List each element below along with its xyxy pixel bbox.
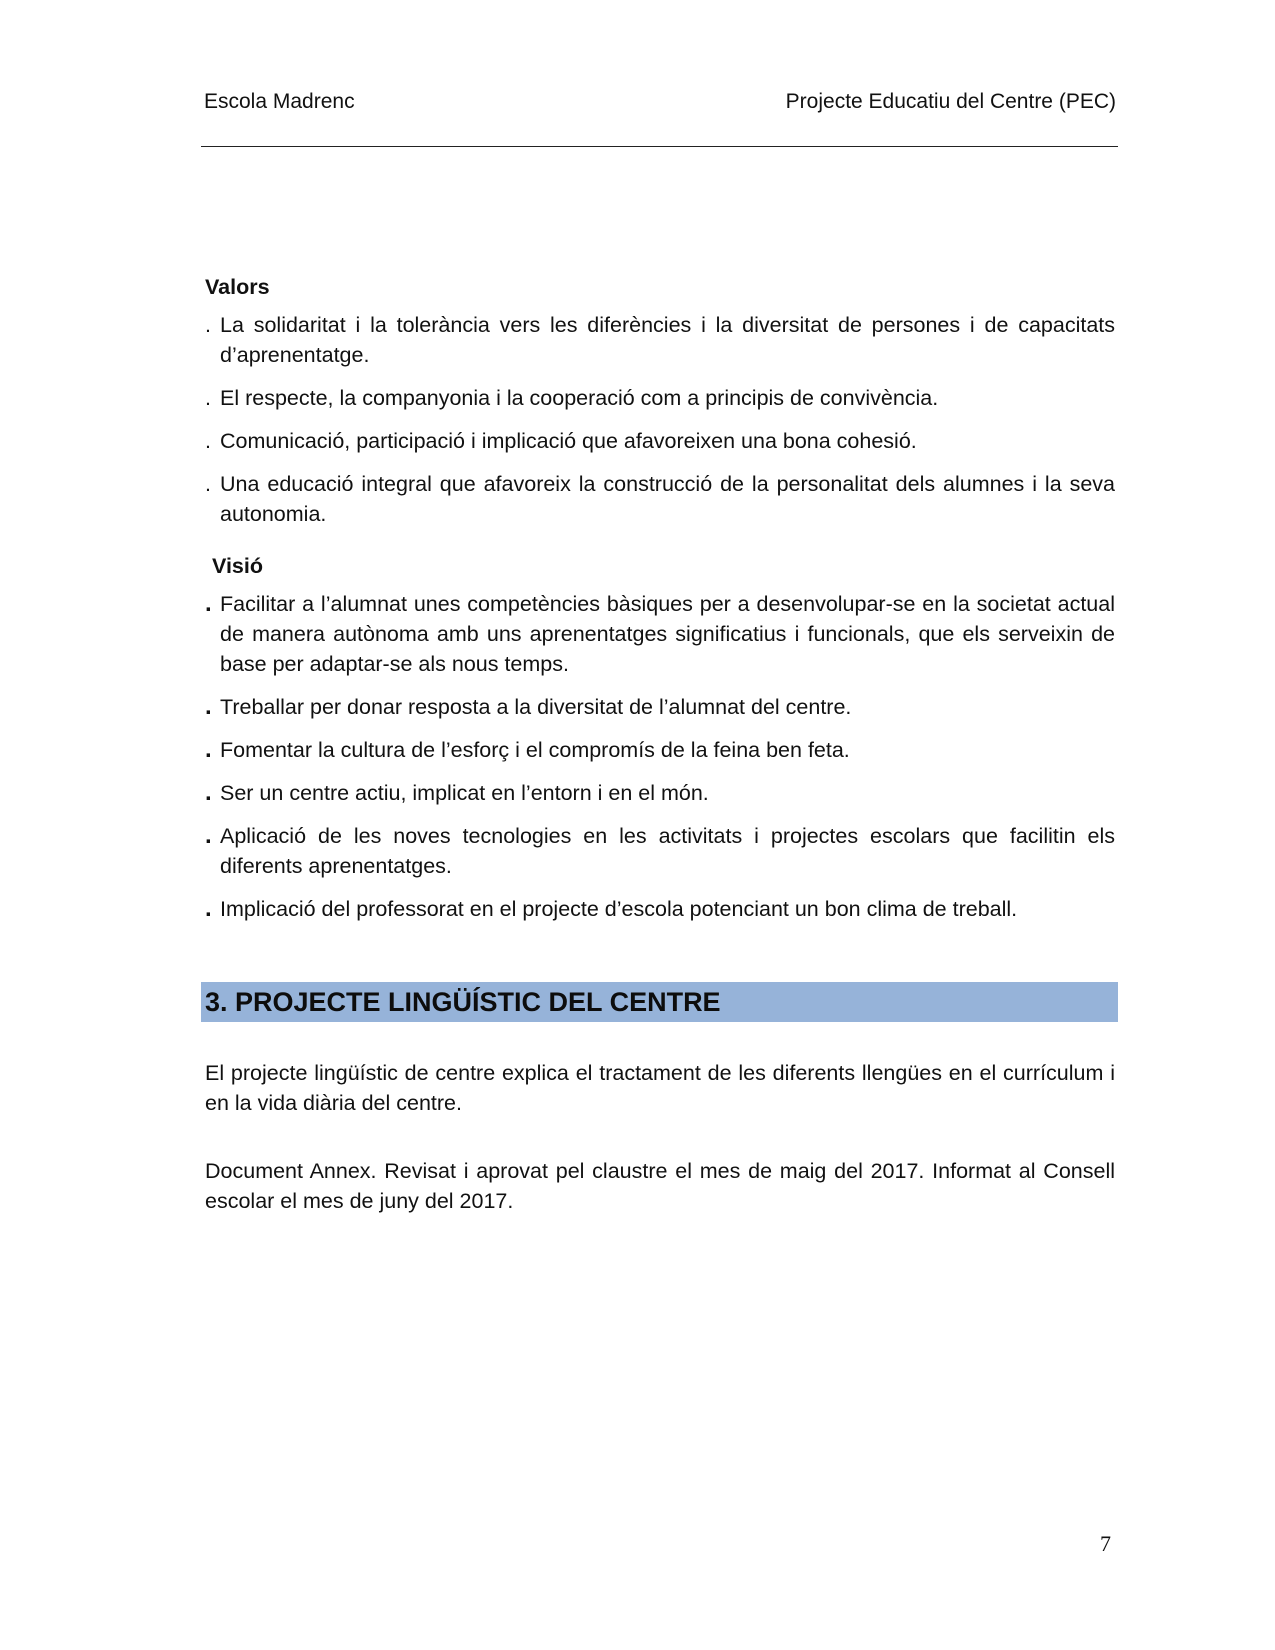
- visio-item: [205, 778, 1115, 808]
- valors-item-text: La solidaritat i la tolerància vers les diferències i la diversitat de persones i de capacitats d’aprenentatge.: [220, 313, 1115, 367]
- bullet-dot: .: [205, 693, 212, 720]
- page-number: 7: [1100, 1531, 1111, 1556]
- visio-item: [205, 692, 1115, 722]
- header-divider: [201, 146, 1118, 147]
- page-header: [204, 90, 1116, 120]
- visio-item: [205, 735, 1115, 765]
- visio-item: [205, 894, 1115, 924]
- visio-item: [205, 821, 1115, 881]
- visio-item-text: Facilitar a l’alumnat unes competències bàsiques per a desenvolupar-se en la societat actual de manera autònoma amb uns aprenentatges significatius i funcionals, que els serveixin de base per adaptar-se als nous temps.: [220, 592, 1115, 676]
- annex-paragraph: Document Annex. Revisat i aprovat pel claustre el mes de maig del 2017. Informat al Consell escolar el mes de juny del 2017.: [205, 1159, 1115, 1213]
- bullet-dot: .: [205, 895, 212, 922]
- bullet-dot: .: [205, 736, 212, 763]
- bullet-dot: .: [205, 472, 211, 496]
- valors-item: [205, 469, 1115, 529]
- visio-title: Visió: [212, 554, 263, 578]
- bullet-dot: .: [205, 313, 211, 337]
- valors-item: [205, 383, 1115, 413]
- valors-item-text: El respecte, la companyonia i la cooperació com a principis de convivència.: [220, 386, 939, 410]
- valors-item-text: Comunicació, participació i implicació que afavoreixen una bona cohesió.: [220, 429, 917, 453]
- bullet-dot: .: [205, 386, 211, 410]
- visio-item-text: Treballar per donar resposta a la diversitat de l’alumnat del centre.: [220, 695, 852, 719]
- valors-item: [205, 426, 1115, 456]
- header-school-name: Escola Madrenc: [204, 90, 355, 113]
- section-heading-bar: [201, 982, 1118, 1022]
- section-paragraph: El projecte lingüístic de centre explica el tractament de les diferents llengües en el currículum i en la vida diària del centre.: [205, 1061, 1115, 1115]
- valors-title: Valors: [205, 275, 270, 299]
- bullet-dot: .: [205, 779, 212, 806]
- bullet-dot: .: [205, 822, 212, 849]
- visio-item-text: Fomentar la cultura de l’esforç i el compromís de la feina ben feta.: [220, 738, 850, 762]
- visio-item: [205, 589, 1115, 679]
- values-vision-content: [205, 272, 1115, 937]
- valors-item-text: Una educació integral que afavoreix la construcció de la personalitat dels alumnes i la seva autonomia.: [220, 472, 1115, 526]
- header-document-title: Projecte Educatiu del Centre (PEC): [785, 90, 1116, 113]
- bullet-dot: .: [205, 590, 212, 617]
- valors-item: [205, 310, 1115, 370]
- visio-item-text: Implicació del professorat en el projecte d’escola potenciant un bon clima de treball.: [220, 897, 1018, 921]
- section-heading: 3. PROJECTE LINGÜÍSTIC DEL CENTRE: [205, 987, 721, 1017]
- visio-item-text: Ser un centre actiu, implicat en l’entorn i en el món.: [220, 781, 709, 805]
- bullet-dot: .: [205, 429, 211, 453]
- visio-item-text: Aplicació de les noves tecnologies en les activitats i projectes escolars que facilitin els diferents aprenentatges.: [220, 824, 1115, 878]
